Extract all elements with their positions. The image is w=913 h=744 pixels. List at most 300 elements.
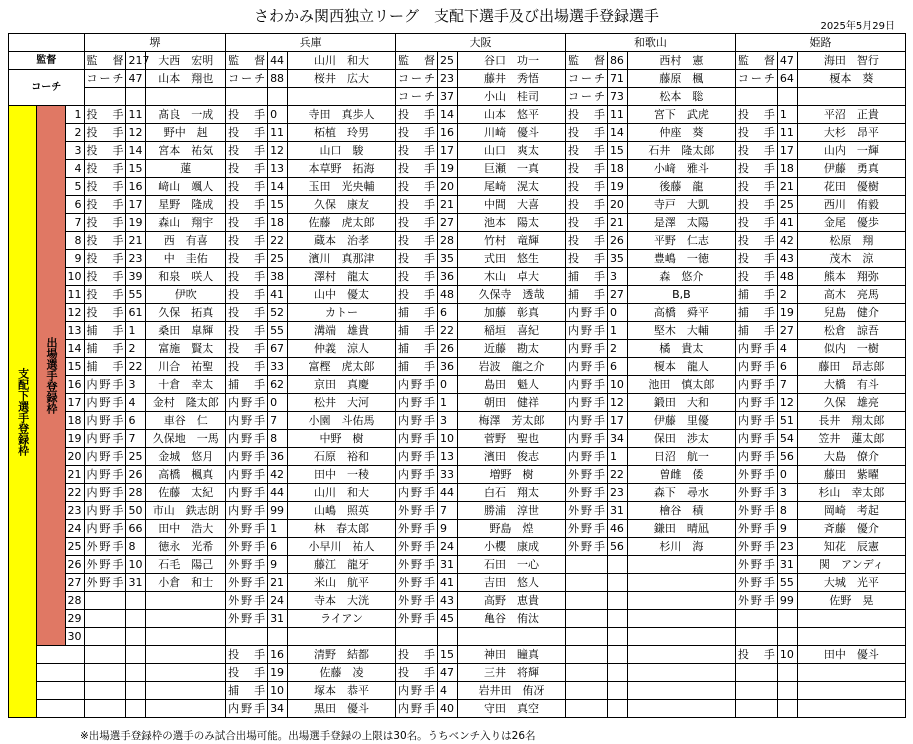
uniform-number — [777, 700, 797, 718]
player-position: 外野手 — [735, 502, 777, 520]
player-name — [146, 664, 226, 682]
uniform-number: 64 — [777, 70, 797, 88]
player-position: 投 手 — [396, 268, 438, 286]
uniform-number — [126, 682, 146, 700]
player-name: 髙良 一成 — [146, 106, 226, 124]
player-position: 捕 手 — [226, 682, 268, 700]
player-position: 投 手 — [735, 160, 777, 178]
player-position — [735, 610, 777, 628]
uniform-number: 11 — [607, 106, 627, 124]
player-row — [9, 178, 906, 196]
player-name: 藤田 昂志郎 — [797, 358, 905, 376]
player-position: 投 手 — [565, 124, 607, 142]
player-name: 市山 鉄志朗 — [146, 502, 226, 520]
player-name — [146, 628, 226, 646]
uniform-number: 44 — [268, 52, 288, 70]
uniform-number: 27 — [607, 286, 627, 304]
staff-role: コーチ — [735, 70, 777, 88]
uniform-number: 6 — [607, 358, 627, 376]
uniform-number: 7 — [438, 502, 458, 520]
player-position: 外野手 — [565, 502, 607, 520]
player-position: 投 手 — [84, 124, 126, 142]
player-row — [9, 286, 906, 304]
uniform-number: 7 — [777, 376, 797, 394]
uniform-number — [777, 682, 797, 700]
player-position: 投 手 — [565, 232, 607, 250]
player-position: 投 手 — [735, 214, 777, 232]
player-name: 﨑山 颯人 — [146, 178, 226, 196]
manager-label: 監督 — [9, 52, 85, 70]
player-name: 森 悠介 — [627, 268, 735, 286]
player-position: 捕 手 — [396, 358, 438, 376]
row-number: 3 — [65, 142, 84, 160]
player-position: 投 手 — [735, 124, 777, 142]
uniform-number: 11 — [126, 106, 146, 124]
player-position: 投 手 — [565, 196, 607, 214]
uniform-number: 3 — [607, 268, 627, 286]
player-position — [84, 610, 126, 628]
uniform-number: 45 — [438, 610, 458, 628]
uniform-number — [607, 682, 627, 700]
player-name: 大杉 昂平 — [797, 124, 905, 142]
player-name: 山口 爽太 — [457, 142, 565, 160]
uniform-number: 9 — [438, 520, 458, 538]
player-row — [9, 574, 906, 592]
uniform-number: 16 — [438, 124, 458, 142]
player-position: 内野手 — [84, 502, 126, 520]
roster-frame-label: 支配下選手登録枠 — [9, 106, 37, 718]
player-name: 松倉 諒吾 — [797, 322, 905, 340]
uniform-number: 36 — [268, 448, 288, 466]
staff-name: 山川 和大 — [287, 52, 395, 70]
player-position: 投 手 — [226, 286, 268, 304]
player-position: 投 手 — [396, 214, 438, 232]
player-position: 投 手 — [735, 268, 777, 286]
uniform-number: 28 — [438, 232, 458, 250]
player-name: 小園 斗佑馬 — [287, 412, 395, 430]
uniform-number: 15 — [438, 646, 458, 664]
uniform-number — [126, 664, 146, 682]
player-position: 内野手 — [84, 376, 126, 394]
player-position: 内野手 — [396, 700, 438, 718]
player-position: 投 手 — [226, 160, 268, 178]
uniform-number: 6 — [438, 304, 458, 322]
uniform-number: 20 — [438, 178, 458, 196]
uniform-number: 0 — [268, 394, 288, 412]
header-corner — [9, 34, 85, 52]
uniform-number: 31 — [777, 556, 797, 574]
player-position: 捕 手 — [396, 322, 438, 340]
player-name: 濱田 俊志 — [457, 448, 565, 466]
player-name — [627, 700, 735, 718]
player-name: 佐藤 虎太郎 — [287, 214, 395, 232]
player-name: 澤村 龍太 — [287, 268, 395, 286]
player-position — [565, 628, 607, 646]
player-name: 大橋 有斗 — [797, 376, 905, 394]
uniform-number: 23 — [126, 250, 146, 268]
row-number: 7 — [65, 214, 84, 232]
player-name: 林 春太郎 — [287, 520, 395, 538]
uniform-number: 25 — [126, 448, 146, 466]
player-position: 内野手 — [226, 412, 268, 430]
uniform-number: 12 — [777, 394, 797, 412]
player-name: 田中 浩大 — [146, 520, 226, 538]
player-position: 外野手 — [735, 556, 777, 574]
staff-name: 藤井 秀悟 — [457, 70, 565, 88]
player-position: 投 手 — [565, 214, 607, 232]
player-position: 投 手 — [396, 196, 438, 214]
uniform-number: 12 — [126, 124, 146, 142]
player-name — [146, 610, 226, 628]
uniform-number: 11 — [268, 124, 288, 142]
player-position: 内野手 — [396, 448, 438, 466]
player-position: 内野手 — [735, 358, 777, 376]
staff-role — [735, 88, 777, 106]
uniform-number: 28 — [126, 484, 146, 502]
uniform-number: 86 — [607, 52, 627, 70]
staff-role: 監 督 — [396, 52, 438, 70]
player-position: 内野手 — [226, 430, 268, 448]
uniform-number: 18 — [777, 160, 797, 178]
player-name: 中野 樹 — [287, 430, 395, 448]
player-name: 式田 悠生 — [457, 250, 565, 268]
player-name: 星野 隆成 — [146, 196, 226, 214]
uniform-number: 13 — [438, 448, 458, 466]
uniform-number: 42 — [777, 232, 797, 250]
uniform-number — [607, 664, 627, 682]
uniform-number: 1 — [438, 394, 458, 412]
player-name: 山内 一輝 — [797, 142, 905, 160]
player-name: 知花 辰憲 — [797, 538, 905, 556]
uniform-number: 48 — [777, 268, 797, 286]
player-name: 斉藤 優介 — [797, 520, 905, 538]
player-position: 投 手 — [565, 160, 607, 178]
staff-name — [146, 88, 226, 106]
staff-role: コーチ — [84, 70, 126, 88]
uniform-number: 4 — [438, 682, 458, 700]
row-number: 18 — [65, 412, 84, 430]
team-header: 堺 — [84, 34, 226, 52]
uniform-number: 25 — [438, 52, 458, 70]
player-name: 宮本 祐気 — [146, 142, 226, 160]
player-name: 西川 侑毅 — [797, 196, 905, 214]
player-name: 長井 翔太郎 — [797, 412, 905, 430]
uniform-number: 43 — [438, 592, 458, 610]
uniform-number — [268, 88, 288, 106]
player-position: 投 手 — [735, 250, 777, 268]
player-position — [565, 556, 607, 574]
player-position — [84, 646, 126, 664]
player-name — [457, 628, 565, 646]
uniform-number: 33 — [438, 466, 458, 484]
player-position — [565, 574, 607, 592]
player-name: 十倉 幸太 — [146, 376, 226, 394]
player-position: 投 手 — [396, 124, 438, 142]
player-name: 黒田 優斗 — [287, 700, 395, 718]
player-position: 内野手 — [735, 448, 777, 466]
player-row — [9, 196, 906, 214]
player-row — [9, 412, 906, 430]
player-row — [9, 610, 906, 628]
uniform-number: 31 — [126, 574, 146, 592]
player-position: 投 手 — [84, 250, 126, 268]
player-position: 投 手 — [396, 142, 438, 160]
reserve-row — [9, 646, 906, 664]
uniform-number: 16 — [126, 178, 146, 196]
player-name: 川合 祐聖 — [146, 358, 226, 376]
team-header: 和歌山 — [565, 34, 735, 52]
player-position: 捕 手 — [84, 322, 126, 340]
team-header: 兵庫 — [226, 34, 396, 52]
player-name: 岩波 龍之介 — [457, 358, 565, 376]
staff-name: 西村 憲 — [627, 52, 735, 70]
player-position: 内野手 — [396, 376, 438, 394]
uniform-number: 10 — [126, 556, 146, 574]
uniform-number: 47 — [126, 70, 146, 88]
player-position: 内野手 — [565, 358, 607, 376]
player-position: 外野手 — [396, 592, 438, 610]
staff-name: 桜井 広大 — [287, 70, 395, 88]
player-position: 外野手 — [565, 466, 607, 484]
team-header-row — [9, 34, 906, 52]
uniform-number: 21 — [607, 214, 627, 232]
uniform-number — [777, 610, 797, 628]
uniform-number: 19 — [607, 178, 627, 196]
staff-row — [9, 70, 906, 88]
player-name: 日沼 航一 — [627, 448, 735, 466]
player-row — [9, 484, 906, 502]
uniform-number — [777, 664, 797, 682]
uniform-number: 73 — [607, 88, 627, 106]
player-name: 平野 仁志 — [627, 232, 735, 250]
uniform-number: 19 — [777, 304, 797, 322]
player-position: 投 手 — [565, 106, 607, 124]
player-row — [9, 106, 906, 124]
player-name: 檜谷 積 — [627, 502, 735, 520]
uniform-number: 19 — [126, 214, 146, 232]
player-position: 捕 手 — [735, 322, 777, 340]
uniform-number — [607, 628, 627, 646]
player-name: 蓮 — [146, 160, 226, 178]
uniform-number: 1 — [126, 322, 146, 340]
player-position: 投 手 — [84, 106, 126, 124]
player-row — [9, 214, 906, 232]
player-position: 投 手 — [84, 160, 126, 178]
player-position: 投 手 — [735, 196, 777, 214]
player-name: 石毛 陽己 — [146, 556, 226, 574]
player-name: 中 圭佑 — [146, 250, 226, 268]
player-position: 投 手 — [226, 196, 268, 214]
player-position: 内野手 — [565, 448, 607, 466]
row-number: 23 — [65, 502, 84, 520]
player-name — [627, 574, 735, 592]
player-name: 藤江 龍牙 — [287, 556, 395, 574]
uniform-number: 33 — [268, 358, 288, 376]
row-number: 12 — [65, 304, 84, 322]
player-name: 増野 樹 — [457, 466, 565, 484]
player-position: 外野手 — [735, 592, 777, 610]
player-position: 投 手 — [396, 232, 438, 250]
player-position: 投 手 — [735, 232, 777, 250]
player-position: 投 手 — [226, 142, 268, 160]
player-name: 中間 大喜 — [457, 196, 565, 214]
uniform-number: 88 — [268, 70, 288, 88]
uniform-number: 6 — [126, 412, 146, 430]
uniform-number: 12 — [268, 142, 288, 160]
row-number: 13 — [65, 322, 84, 340]
player-name: カトー — [287, 304, 395, 322]
player-position: 外野手 — [396, 610, 438, 628]
player-position: 外野手 — [396, 520, 438, 538]
uniform-number: 17 — [607, 412, 627, 430]
player-name: 朝田 健祥 — [457, 394, 565, 412]
player-row — [9, 538, 906, 556]
player-position: 外野手 — [226, 574, 268, 592]
player-position: 投 手 — [396, 250, 438, 268]
uniform-number: 14 — [268, 178, 288, 196]
uniform-number: 6 — [777, 358, 797, 376]
player-position: 外野手 — [226, 610, 268, 628]
team-header: 姫路 — [735, 34, 905, 52]
player-position: 捕 手 — [396, 340, 438, 358]
uniform-number: 52 — [268, 304, 288, 322]
row-number: 8 — [65, 232, 84, 250]
player-position: 外野手 — [226, 592, 268, 610]
player-position — [84, 700, 126, 718]
player-name: 巨瀬 一真 — [457, 160, 565, 178]
player-position: 投 手 — [226, 268, 268, 286]
player-name: 杉川 海 — [627, 538, 735, 556]
reserve-row — [9, 682, 906, 700]
player-name: 後藤 龍 — [627, 178, 735, 196]
player-position — [226, 628, 268, 646]
player-position: 外野手 — [565, 538, 607, 556]
player-name: 佐藤 凌 — [287, 664, 395, 682]
player-name: 茂木 涼 — [797, 250, 905, 268]
uniform-number: 21 — [777, 178, 797, 196]
player-name: 川崎 優斗 — [457, 124, 565, 142]
player-name: 田中 一稜 — [287, 466, 395, 484]
uniform-number: 22 — [268, 232, 288, 250]
player-name: 松原 翔 — [797, 232, 905, 250]
uniform-number: 42 — [268, 466, 288, 484]
player-name: 寺戸 大凱 — [627, 196, 735, 214]
uniform-number — [126, 700, 146, 718]
player-name: 仲座 葵 — [627, 124, 735, 142]
player-position: 内野手 — [396, 484, 438, 502]
staff-role: 監 督 — [84, 52, 126, 70]
player-name: 西 有喜 — [146, 232, 226, 250]
player-name — [797, 682, 905, 700]
row-number: 11 — [65, 286, 84, 304]
player-name: 橘 貴太 — [627, 340, 735, 358]
uniform-number: 0 — [607, 304, 627, 322]
player-name: 大城 光平 — [797, 574, 905, 592]
uniform-number: 41 — [777, 214, 797, 232]
player-position: 内野手 — [735, 376, 777, 394]
player-position — [84, 664, 126, 682]
player-name — [797, 610, 905, 628]
player-position: 投 手 — [226, 214, 268, 232]
player-name: 宮下 武虎 — [627, 106, 735, 124]
player-name: 伊藤 里優 — [627, 412, 735, 430]
uniform-number: 18 — [268, 214, 288, 232]
player-name: 田中 優斗 — [797, 646, 905, 664]
player-name: 平沼 正貴 — [797, 106, 905, 124]
uniform-number: 14 — [607, 124, 627, 142]
player-position: 内野手 — [226, 448, 268, 466]
uniform-number: 23 — [777, 538, 797, 556]
uniform-number — [777, 628, 797, 646]
player-position: 投 手 — [226, 646, 268, 664]
uniform-number: 61 — [126, 304, 146, 322]
player-row — [9, 592, 906, 610]
staff-row — [9, 52, 906, 70]
player-position: 外野手 — [735, 520, 777, 538]
uniform-number: 35 — [607, 250, 627, 268]
uniform-number: 67 — [268, 340, 288, 358]
player-position: 内野手 — [396, 394, 438, 412]
uniform-number: 55 — [126, 286, 146, 304]
uniform-number: 22 — [126, 358, 146, 376]
document-date: 2025年5月29日 — [820, 21, 895, 32]
row-number: 29 — [65, 610, 84, 628]
uniform-number: 4 — [777, 340, 797, 358]
player-position: 捕 手 — [565, 268, 607, 286]
uniform-number — [126, 628, 146, 646]
uniform-number: 15 — [268, 196, 288, 214]
row-number: 24 — [65, 520, 84, 538]
player-name: 山本 悠平 — [457, 106, 565, 124]
staff-name — [797, 88, 905, 106]
uniform-number — [126, 592, 146, 610]
uniform-number: 3 — [438, 412, 458, 430]
uniform-number: 48 — [438, 286, 458, 304]
uniform-number: 37 — [438, 88, 458, 106]
player-name: 菅野 聖也 — [457, 430, 565, 448]
player-name: 伊吹 — [146, 286, 226, 304]
row-number: 2 — [65, 124, 84, 142]
uniform-number: 41 — [268, 286, 288, 304]
player-name — [627, 646, 735, 664]
player-name: 小﨑 雅斗 — [627, 160, 735, 178]
player-name — [627, 628, 735, 646]
player-position — [565, 610, 607, 628]
player-position: 内野手 — [735, 430, 777, 448]
uniform-number: 22 — [607, 466, 627, 484]
player-position: 投 手 — [226, 304, 268, 322]
player-position: 内野手 — [396, 682, 438, 700]
reserve-gap — [37, 700, 84, 718]
player-name: 亀谷 侑汰 — [457, 610, 565, 628]
player-name: 梅澤 芳太郎 — [457, 412, 565, 430]
uniform-number: 0 — [268, 106, 288, 124]
active-frame-label: 出場選手登録枠 — [37, 106, 65, 646]
staff-role: コーチ — [226, 70, 268, 88]
uniform-number: 99 — [777, 592, 797, 610]
uniform-number — [607, 574, 627, 592]
row-number: 15 — [65, 358, 84, 376]
player-name: 森下 尋水 — [627, 484, 735, 502]
uniform-number: 10 — [268, 682, 288, 700]
uniform-number: 11 — [777, 124, 797, 142]
player-name: 保田 渉太 — [627, 430, 735, 448]
player-name: 勝浦 淳世 — [457, 502, 565, 520]
player-name: B,B — [627, 286, 735, 304]
row-number: 10 — [65, 268, 84, 286]
player-name: 是澤 太陽 — [627, 214, 735, 232]
uniform-number: 20 — [607, 196, 627, 214]
